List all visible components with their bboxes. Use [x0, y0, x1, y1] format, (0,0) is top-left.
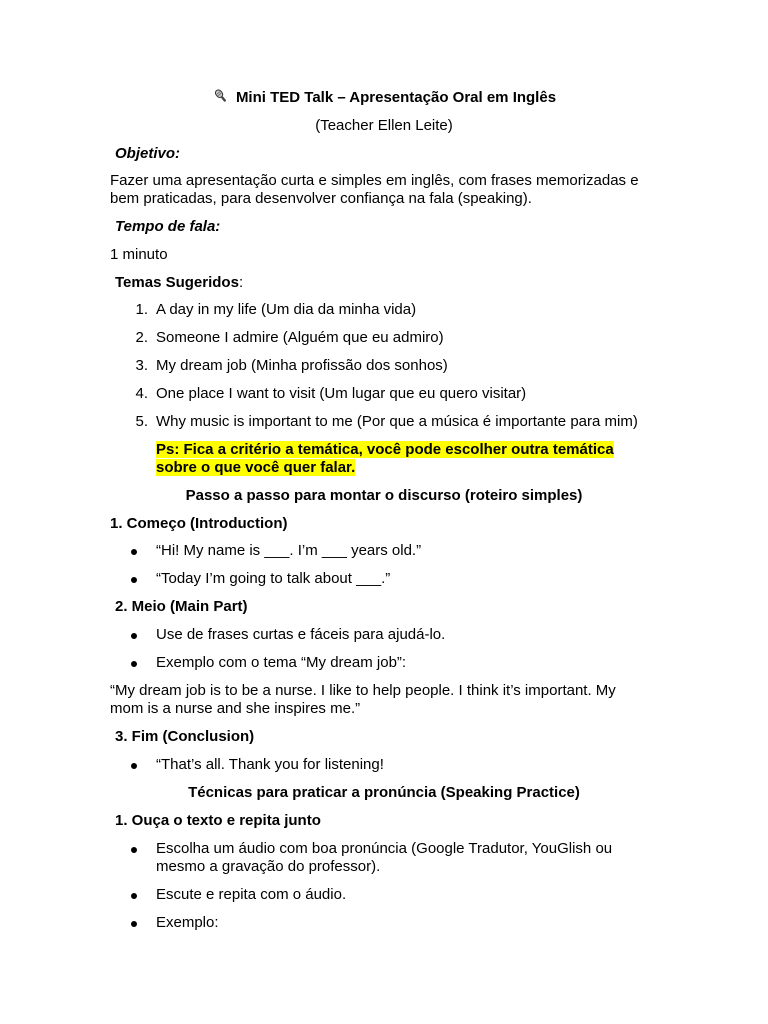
bullet-icon: [131, 893, 137, 899]
ps-note-line-1: Ps: Fica a critério a temática, você pode escolher outra temática: [156, 441, 614, 458]
bullet-icon: [131, 549, 137, 555]
objetivo-text: Fazer uma apresentação curta e simples em inglês, com frases memorizadas e bem praticadas, para desenvolver confiança na fala (speaking).: [110, 172, 639, 207]
bullet-icon: [131, 577, 137, 583]
comeco-heading: 1. Começo (Introduction): [110, 515, 288, 532]
bullet-icon: [131, 661, 137, 667]
objetivo-heading: Objetivo:: [115, 145, 181, 162]
bullet-icon: [131, 847, 137, 853]
tempo-heading: Tempo de fala:: [115, 218, 221, 235]
list-item-number: 5.: [135, 413, 148, 430]
bullet-icon: [131, 633, 137, 639]
ouca-heading: 1. Ouça o texto e repita junto: [115, 812, 321, 829]
bullet-icon: [131, 763, 137, 769]
list-item-number: 1.: [135, 301, 148, 318]
tempo-text: 1 minuto: [110, 246, 168, 263]
exemplo-text: “My dream job is to be a nurse. I like to help people. I think it’s important. My mom is a nurse and she inspires me.”: [110, 682, 616, 717]
document-title: Mini TED Talk – Apresentação Oral em Inglês: [0, 88, 768, 107]
list-item-text: Escolha um áudio com boa pronúncia (Google Tradutor, YouGlish ou mesmo a gravação do professor).: [156, 840, 613, 875]
list-item-text: One place I want to visit (Um lugar que eu quero visitar): [156, 385, 527, 402]
list-item-number: 2.: [135, 329, 148, 346]
list-item-text: “That’s all. Thank you for listening!: [156, 756, 384, 773]
passo-heading: Passo a passo para montar o discurso (roteiro simples): [185, 487, 583, 504]
temas-heading: Temas Sugeridos:: [115, 274, 244, 291]
list-item-text: Someone I admire (Alguém que eu admiro): [156, 329, 444, 346]
list-item-number: 3.: [135, 357, 148, 374]
list-item-text: “Today I’m going to talk about ___.”: [156, 570, 391, 587]
list-item-text: Exemplo:: [156, 914, 219, 931]
tecnicas-heading: Técnicas para praticar a pronúncia (Speaking Practice): [188, 784, 580, 801]
microphone-icon: [212, 88, 230, 104]
fim-heading: 3. Fim (Conclusion): [115, 728, 255, 745]
list-item-number: 4.: [135, 385, 148, 402]
list-item-text: Exemplo com o tema “My dream job”:: [156, 654, 407, 671]
document-subtitle: (Teacher Ellen Leite): [315, 117, 453, 134]
list-item-text: Escute e repita com o áudio.: [156, 886, 347, 903]
list-item-text: A day in my life (Um dia da minha vida): [156, 301, 417, 318]
list-item-text: Use de frases curtas e fáceis para ajudá-lo.: [156, 626, 446, 643]
list-item-text: “Hi! My name is ___. I’m ___ years old.”: [156, 542, 422, 559]
list-item-text: My dream job (Minha profissão dos sonhos): [156, 357, 448, 374]
bullet-icon: [131, 921, 137, 927]
list-item-text: Why music is important to me (Por que a música é importante para mim): [156, 413, 638, 430]
ps-note-line-2: sobre o que você quer falar.: [156, 459, 356, 476]
meio-heading: 2. Meio (Main Part): [115, 598, 248, 615]
